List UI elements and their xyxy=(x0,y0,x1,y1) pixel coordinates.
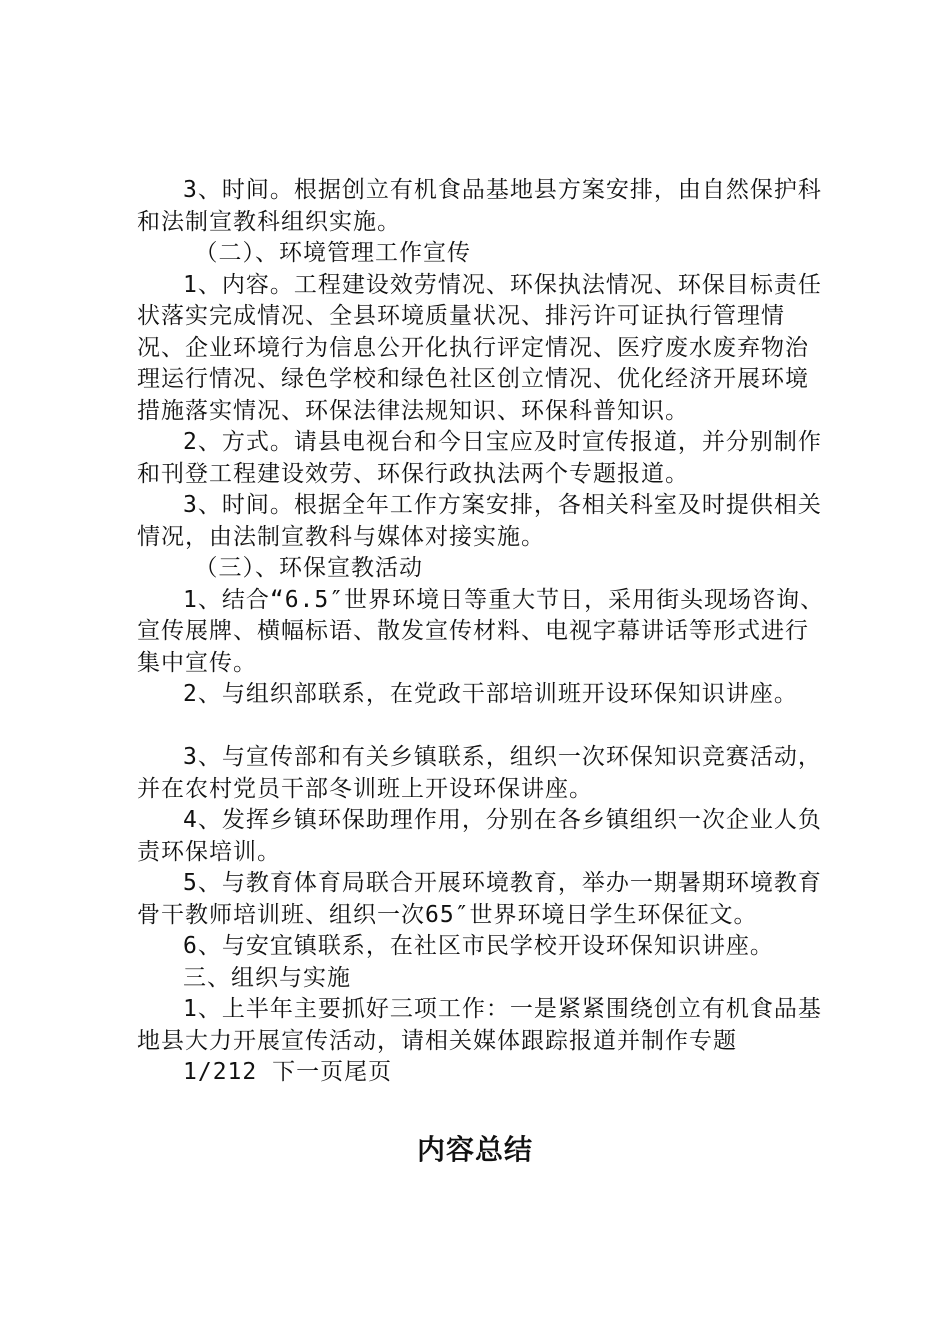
paragraph: 1、结合“6.5″世界环境日等重大节日，采用街头现场咨询、宣传展牌、横幅标语、散发宣传材料、电视字幕讲话等形式进行集中宣传。 xyxy=(137,586,825,676)
paragraph: 4、发挥乡镇环保助理作用，分别在各乡镇组织一次企业人负责环保培训。 xyxy=(137,807,822,865)
section-heading: （三）、环保宣教活动 xyxy=(194,555,423,581)
paragraph: 3、时间。根据创立有机食品基地县方案安排，由自然保护科和法制宣教科组织实施。 xyxy=(137,177,822,235)
page-indicator: 1/212 xyxy=(183,1059,258,1085)
next-page-link[interactable]: 下一页 xyxy=(272,1059,345,1085)
summary-title: 内容总结 xyxy=(416,1133,533,1166)
pagination xyxy=(137,1057,827,1089)
paragraph: 3、与宣传部和有关乡镇联系，组织一次环保知识竞赛活动，并在农村党员干部冬训班上开设环保讲座。 xyxy=(137,744,822,802)
section-heading: 三、组织与实施 xyxy=(183,964,351,991)
paragraph: 2、方式。请县电视台和今日宝应及时宣传报道，并分别制作和刊登工程建设效劳、环保行政执法两个专题报道。 xyxy=(137,429,822,487)
section-heading: （二）、环境管理工作宣传 xyxy=(194,240,471,266)
paragraph: 1、内容。工程建设效劳情况、环保执法情况、环保目标责任状落实完成情况、全县环境质量状况、排污许可证执行管理情况、企业环境行为信息公开化执行评定情况、医疗废水废弃物治理运行情况、绿色学校和绿色社区创立情况、优化经济开展环境措施落实情况、环保法律法规知识、环保科普知识。 xyxy=(137,271,822,424)
paragraph: 1、上半年主要抓好三项工作：一是紧紧围绕创立有机食品基地县大力开展宣传活动，请相关媒体跟踪报道并制作专题 xyxy=(137,996,822,1054)
blank-line xyxy=(137,711,827,743)
paragraph: 2、与组织部联系，在党政干部培训班开设环保知识讲座。 xyxy=(183,681,798,707)
document-body xyxy=(137,175,827,1089)
last-page-link[interactable]: 尾页 xyxy=(344,1059,393,1085)
paragraph: 6、与安宜镇联系，在社区市民学校开设环保知识讲座。 xyxy=(183,933,774,959)
paragraph: 5、与教育体育局联合开展环境教育，举办一期暑期环境教育骨干教师培训班、组织一次65″世界环境日学生环保征文。 xyxy=(137,870,822,928)
paragraph: 3、时间。根据全年工作方案安排，各相关科室及时提供相关情况，由法制宣教科与媒体对接实施。 xyxy=(137,492,822,550)
